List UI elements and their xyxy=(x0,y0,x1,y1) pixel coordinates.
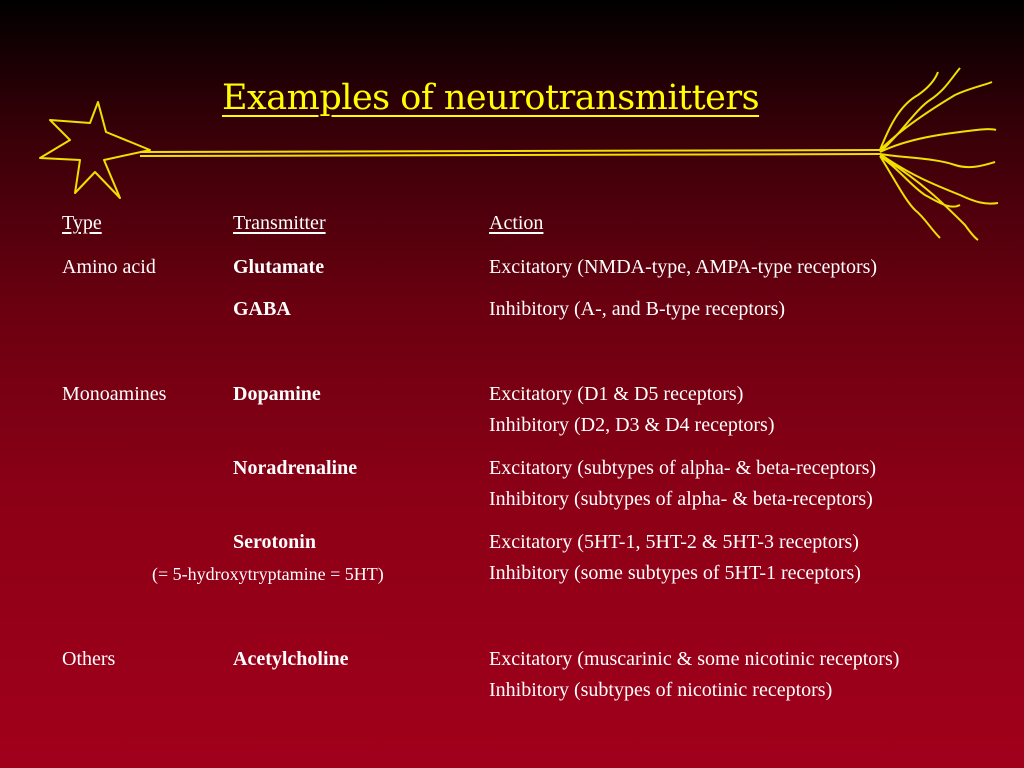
serotonin-note: (= 5-hydroxytryptamine = 5HT) xyxy=(152,564,384,584)
header-action: Action xyxy=(489,212,544,234)
type-others: Others xyxy=(62,648,116,670)
action-serotonin-excitatory: Excitatory (5HT-1, 5HT-2 & 5HT-3 receptors) xyxy=(489,531,859,553)
type-monoamines: Monoamines xyxy=(62,383,167,405)
transmitter-dopamine: Dopamine xyxy=(233,383,321,405)
neuron-cell-body xyxy=(40,102,150,198)
neuron-axon xyxy=(140,150,880,152)
action-serotonin-inhibitory: Inhibitory (some subtypes of 5HT-1 receptors) xyxy=(489,562,861,584)
type-amino-acid: Amino acid xyxy=(62,256,156,278)
action-noradrenaline-excitatory: Excitatory (subtypes of alpha- & beta-receptors) xyxy=(489,457,877,479)
transmitter-acetylcholine: Acetylcholine xyxy=(233,648,349,670)
action-acetylcholine-excitatory: Excitatory (muscarinic & some nicotinic receptors) xyxy=(489,648,900,670)
transmitter-serotonin: Serotonin xyxy=(233,531,316,553)
action-glutamate: Excitatory (NMDA-type, AMPA-type receptors) xyxy=(489,256,878,278)
header-type: Type xyxy=(62,212,102,234)
transmitter-gaba: GABA xyxy=(233,298,291,320)
header-transmitter: Transmitter xyxy=(233,212,326,234)
page-title: Examples of neurotransmitters xyxy=(222,78,760,118)
action-dopamine-excitatory: Excitatory (D1 & D5 receptors) xyxy=(489,383,744,405)
action-gaba: Inhibitory (A-, and B-type receptors) xyxy=(489,298,786,320)
action-noradrenaline-inhibitory: Inhibitory (subtypes of alpha- & beta-receptors) xyxy=(489,488,873,510)
transmitter-glutamate: Glutamate xyxy=(233,256,325,278)
action-dopamine-inhibitory: Inhibitory (D2, D3 & D4 receptors) xyxy=(489,414,775,436)
action-acetylcholine-inhibitory: Inhibitory (subtypes of nicotinic receptors) xyxy=(489,679,833,701)
transmitter-noradrenaline: Noradrenaline xyxy=(233,457,358,479)
